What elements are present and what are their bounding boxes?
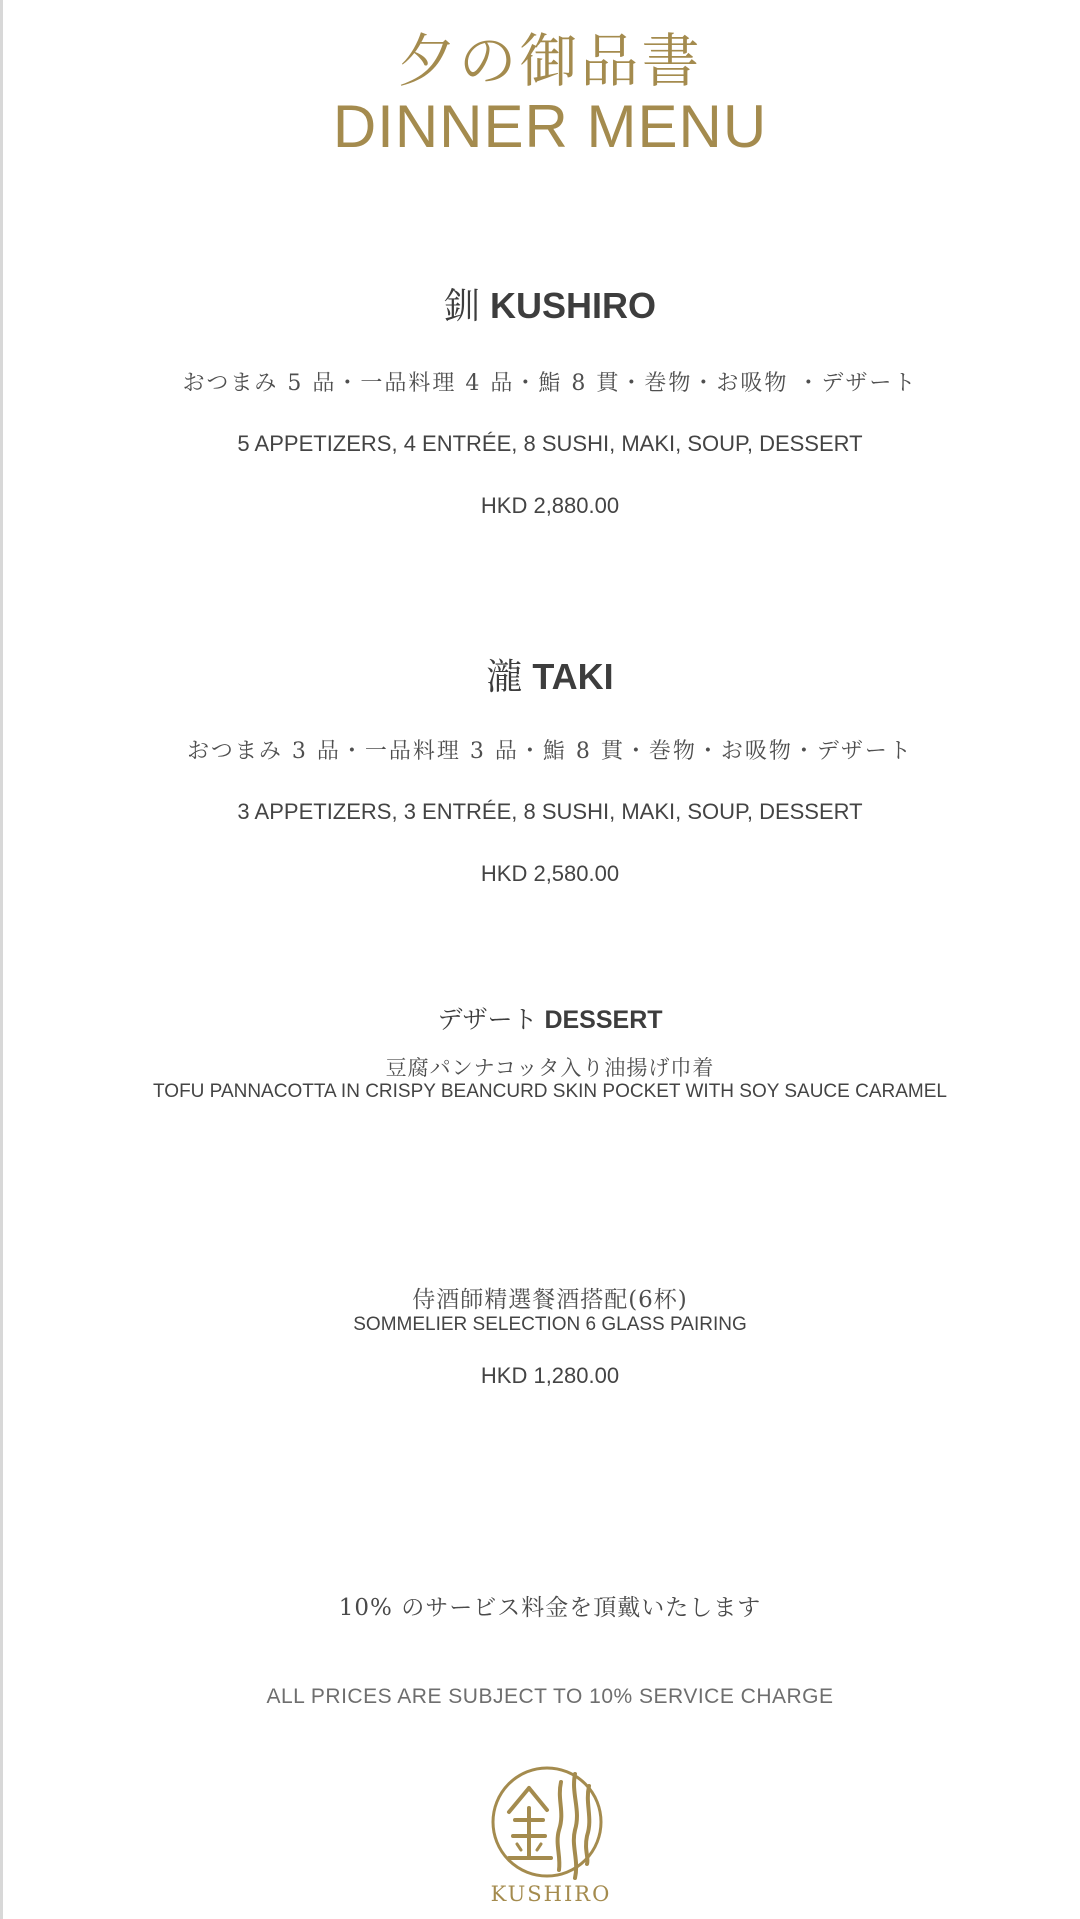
course-taki-name-jp: 瀧 xyxy=(486,657,523,698)
pairing-title-jp: 侍酒師精選餐酒搭配(6杯) xyxy=(412,1287,688,1313)
course-taki-title xyxy=(0,649,1080,700)
course-kushiro-price: HKD 2,880.00 xyxy=(480,493,620,518)
dessert-title xyxy=(0,1000,1080,1036)
pairing-title-en: SOMMELIER SELECTION 6 GLASS PAIRING xyxy=(353,1314,747,1335)
course-taki-items-jp: おつまみ 3 品・一品料理 3 品・鮨 8 貫・巻物・お吸物・デザート xyxy=(187,739,913,764)
menu-title-en: DINNER MENU xyxy=(332,93,768,160)
course-taki-name-en: TAKI xyxy=(532,656,614,697)
dessert-title-en: DESSERT xyxy=(544,1006,663,1034)
service-charge-jp: 10% のサービス料金を頂戴いたします xyxy=(338,1595,762,1621)
course-kushiro-name-en: KUSHIRO xyxy=(490,285,657,326)
logo-text: KUSHIRO xyxy=(490,1882,612,1906)
service-charge-en: ALL PRICES ARE SUBJECT TO 10% SERVICE CHARGE xyxy=(266,1685,834,1708)
course-kushiro-items-jp: おつまみ 5 品・一品料理 4 品・鮨 8 貫・巻物・お吸物 ・デザート xyxy=(182,371,918,396)
dessert-item-jp: 豆腐パンナコッタ入り油揚げ巾着 xyxy=(385,1056,715,1080)
kushiro-logo-icon xyxy=(489,1760,613,1882)
pairing-price: HKD 1,280.00 xyxy=(480,1363,620,1388)
course-taki-items-en: 3 APPETIZERS, 3 ENTRÉE, 8 SUSHI, MAKI, SOUP, DESSERT xyxy=(237,799,863,824)
course-kushiro-title xyxy=(0,278,1080,329)
dessert-title-jp: デザート xyxy=(437,1005,538,1034)
course-kushiro-items-en: 5 APPETIZERS, 4 ENTRÉE, 8 SUSHI, MAKI, SOUP, DESSERT xyxy=(237,431,863,456)
course-kushiro-name-jp: 釧 xyxy=(443,286,480,327)
course-taki-price: HKD 2,580.00 xyxy=(480,861,620,886)
dessert-item-en: TOFU PANNACOTTA IN CRISPY BEANCURD SKIN POCKET WITH SOY SAUCE CARAMEL xyxy=(153,1081,947,1102)
kushiro-logo xyxy=(489,1760,613,1910)
menu-title-jp: 夕の御品書 xyxy=(397,27,703,95)
